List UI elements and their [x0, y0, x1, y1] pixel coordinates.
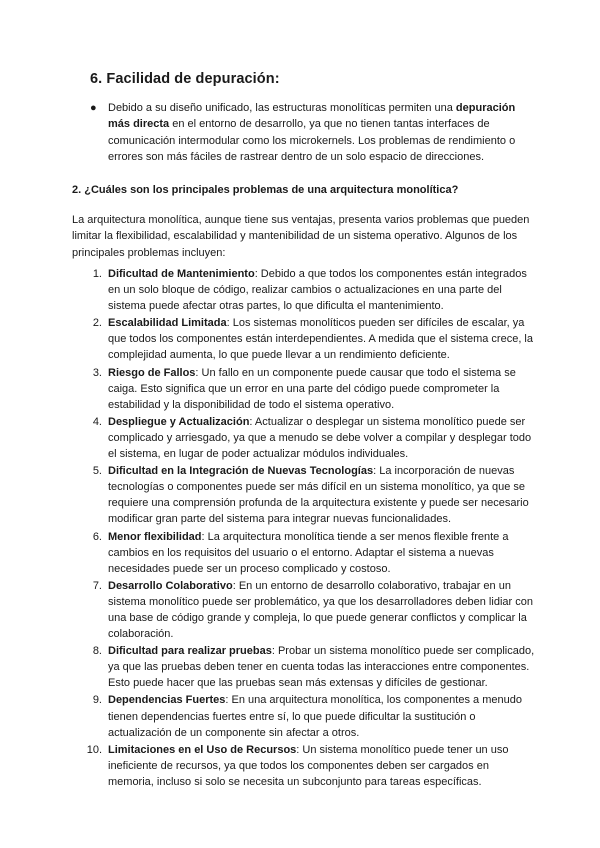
bullet-text-start: Debido a su diseño unificado, las estructuras monolíticas permiten una — [108, 102, 456, 114]
item-number: 2. — [92, 317, 102, 330]
question-2-heading: 2. ¿Cuáles son los principales problemas de una arquitectura monolítica? — [72, 184, 459, 196]
section-6-heading: 6. Facilidad de depuración: — [90, 71, 280, 87]
item-text: : En un entorno de desarrollo colaborativo, trabajar en un sistema monolítico puede ser problemático, ya que los desarrolladores deben lidiar con una base de código grande y compleja, lo que puede generar conflictos y complicar la colaboración. — [108, 579, 533, 641]
item-text: : La incorporación de nuevas tecnologías o componentes puede ser más difícil en un sistema monolítico, ya que se requiere una comprensión profunda de la arquitectura existente y puede ser necesario modificar gran parte del sistema para integrar nuevas funcionalidades. — [108, 465, 529, 526]
question-2-intro: La arquitectura monolítica, aunque tiene sus ventajas, presenta varios problemas que pueden limitar la flexibilidad, escalabilidad y mantenibilidad de un sistema operativo. Algunos de los principales problemas incluyen: — [72, 214, 530, 259]
section-6-bullet-list — [90, 100, 530, 166]
item-title: Dependencias Fuertes — [108, 694, 226, 707]
item-number: 3. — [92, 366, 102, 379]
item-number: 8. — [92, 645, 102, 658]
list-item — [72, 315, 537, 363]
item-text: : Los sistemas monolíticos pueden ser difíciles de escalar, ya que todos los componentes están interdependientes. A medida que el sistema crece, la complejidad aumenta, lo que puede llevar a un rendimiento deficiente. — [108, 317, 533, 362]
item-title: Menor flexibilidad — [108, 530, 202, 543]
list-item — [72, 692, 537, 740]
bullet-text-bold: depuración más directa — [108, 102, 516, 131]
item-text: : Actualizar o desplegar un sistema monolítico puede ser complicado y arriesgado, ya que a menudo se debe volver a compilar y desplegar todo el sistema, en lugar de poder actualizar módulos individuales. — [108, 415, 532, 461]
item-title: Despliegue y Actualización — [108, 415, 250, 428]
item-text: : En una arquitectura monolítica, los componentes a menudo tienen dependencias fuertes entre sí, lo que puede dificultar la sustitución o actualización de un componente sin afectar a otros. — [108, 694, 522, 739]
item-text: : Probar un sistema monolítico puede ser complicado, ya que las pruebas deben tener en cuenta todas las interacciones entre componentes. Esto puede hacer que las pruebas sean más extensas y difíciles de gestionar. — [108, 645, 535, 690]
item-title: Dificultad de Mantenimiento — [108, 268, 255, 280]
item-number: 1. — [92, 268, 102, 280]
item-text: : Un fallo en un componente puede causar que todo el sistema se caiga. Esto significa que un error en una parte del código puede comprometer la estabilidad y la disponibilidad de todo el sistema operativo. — [108, 366, 516, 411]
list-item — [72, 266, 537, 314]
bullet-text-end: en el entorno de desarrollo, ya que no tienen tantas interfaces de comunicación intermodular como los microkernels. Los problemas de rendimiento o errores son más fáciles de rastrear dentro de un solo espacio de direcciones. — [108, 118, 516, 164]
item-number: 10. — [86, 743, 102, 756]
problems-list — [72, 266, 537, 791]
bullet-dot-icon: ● — [90, 102, 97, 114]
item-number: 9. — [92, 694, 102, 707]
item-title: Limitaciones en el Uso de Recursos — [108, 743, 297, 756]
list-item — [90, 100, 530, 166]
list-item — [72, 578, 537, 642]
item-number: 4. — [92, 415, 102, 428]
item-title: Riesgo de Fallos — [108, 366, 196, 379]
list-item — [72, 742, 537, 790]
item-title: Dificultad en la Integración de Nuevas Tecnologías — [108, 465, 374, 478]
item-text: : Un sistema monolítico puede tener un uso ineficiente de recursos, ya que todos los componentes deben ser cargados en memoria, incluso si solo se necesita un subconjunto para tareas específicas. — [108, 743, 509, 788]
item-number: 6. — [92, 530, 102, 543]
item-title: Dificultad para realizar pruebas — [108, 645, 272, 658]
list-item — [72, 365, 537, 413]
item-text: : La arquitectura monolítica tiende a ser menos flexible frente a cambios en los requisitos del usuario o el entorno. Adaptar el sistema a nuevas necesidades puede ser un proceso complicado y costoso. — [108, 530, 509, 575]
list-item — [72, 463, 537, 527]
item-title: Escalabilidad Limitada — [108, 317, 227, 330]
item-title: Desarrollo Colaborativo — [108, 579, 233, 592]
list-item — [72, 414, 537, 462]
item-text: : Debido a que todos los componentes están integrados en un solo bloque de código, realizar cambios o actualizaciones en una parte del sistema puede afectar otras partes, lo que dificulta el mantenimiento. — [108, 268, 527, 313]
item-number: 5. — [92, 465, 102, 478]
item-number: 7. — [92, 579, 102, 592]
list-item — [72, 643, 537, 691]
list-item — [72, 529, 537, 577]
